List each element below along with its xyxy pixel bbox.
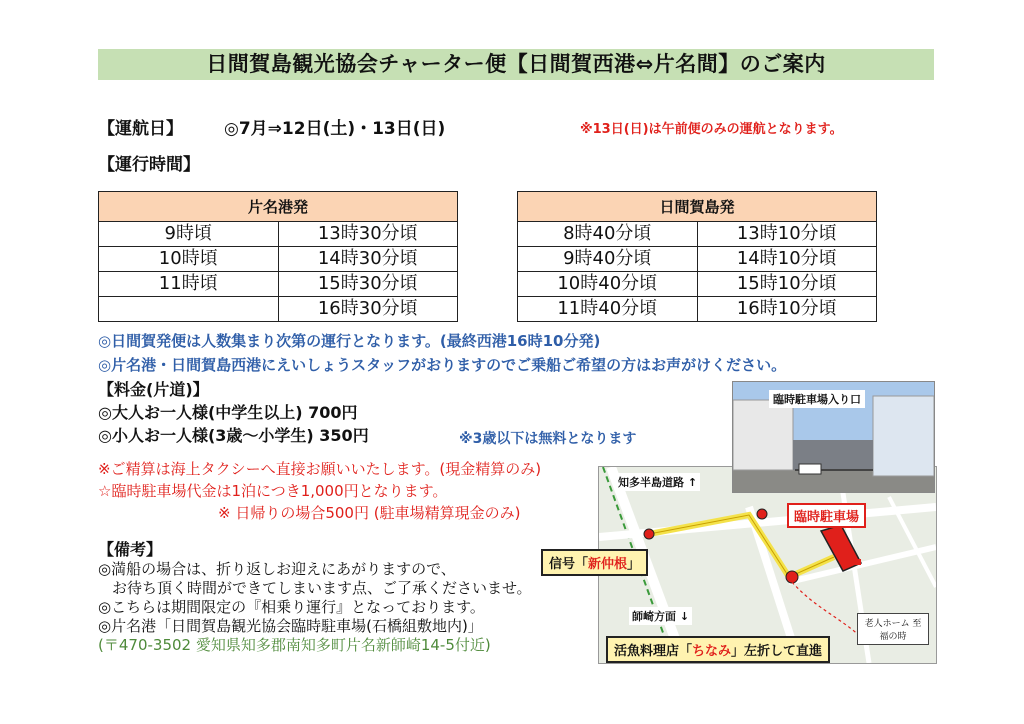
restaurant-callout [606,636,830,663]
access-map [598,466,937,664]
signal-prefix: 信号「 [549,557,589,572]
table-row [518,297,877,322]
parking-entrance-photo [732,381,935,493]
table-cell: 13時10分頃 [697,222,877,247]
remark-3: ◎こちらは期間限定の『相乗り運行』となっております。 [98,598,485,616]
himaka-timetable [517,191,877,322]
table-row [99,272,458,297]
table-cell: 11時頃 [99,272,279,297]
table-cell: 9時頃 [99,222,279,247]
signal-name: 新仲根 [588,557,628,572]
notice-1: ◎日間賀発便は人数集まり次第の運行となります。(最終西港16時10分発) [98,332,601,350]
table-row [518,222,877,247]
schedule-label: 【運航日】 [98,119,183,139]
map-nursing-home: 老人ホーム 至福の時 [857,613,929,645]
table-cell: 16時30分頃 [278,297,458,322]
table-cell [99,297,279,322]
himaka-header: 日間賀島発 [518,192,877,222]
table-cell: 10時頃 [99,247,279,272]
map-parking-label: 臨時駐車場 [787,503,866,528]
table-cell: 8時40分頃 [518,222,698,247]
signal-callout [541,549,648,576]
hours-label: 【運行時間】 [98,155,200,175]
schedule-dates: ◎7月⇒12日(土)・13日(日) [224,119,446,139]
table-cell: 10時40分頃 [518,272,698,297]
table-cell: 15時30分頃 [278,272,458,297]
payment-note-1: ※ご精算は海上タクシーへ直接お願いいたします。(現金精算のみ) [98,460,542,478]
schedule-note: ※13日(日)は午前便のみの運航となります。 [580,122,843,137]
signal-suffix: 」 [627,557,641,572]
map-road-bottom: 師崎方面 ↓ [629,607,692,625]
fare-label: 【料金(片道)】 [98,380,209,399]
katana-header: 片名港発 [99,192,458,222]
table-cell: 15時10分頃 [697,272,877,297]
remark-4: ◎片名港「日間賀島観光協会臨時駐車場(石橋組敷地内)」 [98,617,483,635]
katana-timetable [98,191,458,322]
remarks-label: 【備考】 [98,540,163,559]
restaurant-name: ちなみ [692,644,732,659]
table-cell: 11時40分頃 [518,297,698,322]
fare-free-note: ※3歳以下は無料となります [459,431,637,447]
table-row [518,272,877,297]
remark-5-address: (〒470-3502 愛知県知多郡南知多町片名新師崎14-5付近) [98,636,491,654]
table-cell: 13時30分頃 [278,222,458,247]
table-row [518,247,877,272]
fare-child: ◎小人お一人様(3歳～小学生) 350円 [98,426,369,445]
notice-2: ◎片名港・日間賀島西港にえいしょうスタッフがおりますのでご乗船ご希望の方はお声がけください。 [98,356,787,374]
restaurant-suffix: 」左折して直進 [731,644,823,659]
map-road-top: 知多半島道路 ↑ [615,473,700,491]
table-cell: 16時10分頃 [697,297,877,322]
payment-note-2: ☆臨時駐車場代金は1泊につき1,000円となります。 [98,482,448,500]
table-row [99,247,458,272]
table-cell: 14時30分頃 [278,247,458,272]
remark-1: ◎満船の場合は、折り返しお迎えにあがりますので、 [98,560,456,578]
remark-2: お待ち頂く時間ができてしまいます点、ご了承くださいませ。 [112,579,532,597]
page-title: 日間賀島観光協会チャーター便【日間賀西港⇔片名間】のご案内 [98,49,934,80]
table-cell: 14時10分頃 [697,247,877,272]
table-row [99,222,458,247]
payment-note-3: ※ 日帰りの場合500円 (駐車場精算現金のみ) [218,504,521,522]
fare-adult: ◎大人お一人様(中学生以上) 700円 [98,403,358,422]
table-row [99,297,458,322]
table-cell: 9時40分頃 [518,247,698,272]
photo-label: 臨時駐車場入り口 [769,390,865,408]
restaurant-prefix: 活魚料理店「 [614,644,693,659]
